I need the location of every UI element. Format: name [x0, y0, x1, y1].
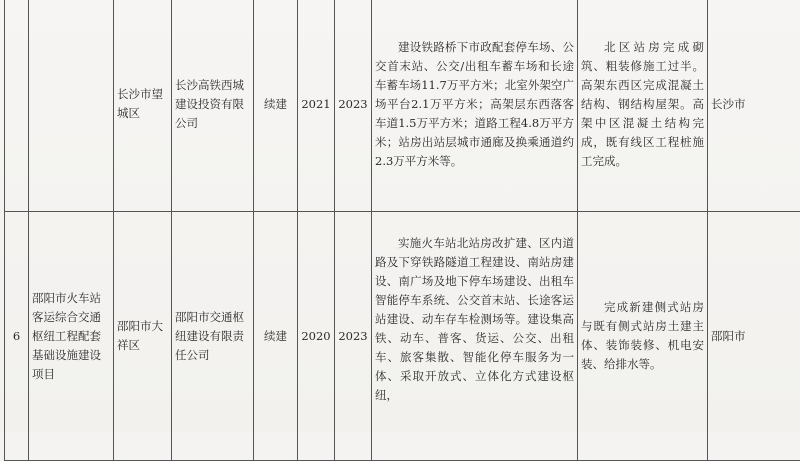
project-location: 邵阳市大祥区	[114, 212, 172, 461]
city-name: 长沙市	[708, 0, 800, 212]
row-index: 6	[5, 212, 29, 461]
project-table	[4, 0, 800, 461]
content-text: 实施火车站北站房改扩建、区内道路及下穿铁路隧道工程建设、南站房建设、南广场及地下停车场建设、出租车智能停车系统、公交首末站、长途客运站建设、动车存车检测场等。建设集高铁、动车、普客、货运、公交、出租车、旅客集散、智能化停车服务为一体、采取开放式、立体化方式建设枢纽，	[375, 234, 574, 405]
end-year: 2023	[335, 0, 372, 212]
table-row	[5, 0, 800, 212]
row-index	[5, 0, 29, 212]
table-row	[5, 212, 800, 461]
progress-text: 完成新建侧式站房与既有侧式站房土建主体、装饰装修、机电安装、给排水等。	[581, 298, 704, 374]
content-text: 建设铁路桥下市政配套停车场、公交首末站、公交/出租车蓄车场和长途车蓄车场11.7万平方米；北室外架空广场平台2.1万平方米；高架层东西落客车道1.5万平方米；道路工程4.8万平方米；站房出站层城市通廊及换乘通道约2.3万平方米等。	[375, 38, 574, 171]
start-year: 2021	[298, 0, 335, 212]
construction-content	[372, 0, 578, 212]
construction-type: 续建	[254, 0, 298, 212]
city-name: 邵阳市	[708, 212, 800, 461]
project-owner: 长沙高铁西城建设投资有限公司	[172, 0, 254, 212]
construction-content	[372, 212, 578, 461]
end-year: 2023	[335, 212, 372, 461]
progress-description	[578, 0, 708, 212]
progress-description	[578, 212, 708, 461]
project-name: 邵阳市火车站客运综合交通枢纽工程配套基础设施建设项目	[29, 212, 114, 461]
project-location: 长沙市望城区	[114, 0, 172, 212]
project-owner: 邵阳市交通枢纽建设有限责任公司	[172, 212, 254, 461]
project-name	[29, 0, 114, 212]
start-year: 2020	[298, 212, 335, 461]
construction-type: 续建	[254, 212, 298, 461]
progress-text: 北区站房完成砌筑、粗装修施工过半。高架东西区完成混凝土结构、钢结构屋架。高架中区混凝土结构完成，既有线区工程桩施工完成。	[581, 38, 704, 171]
